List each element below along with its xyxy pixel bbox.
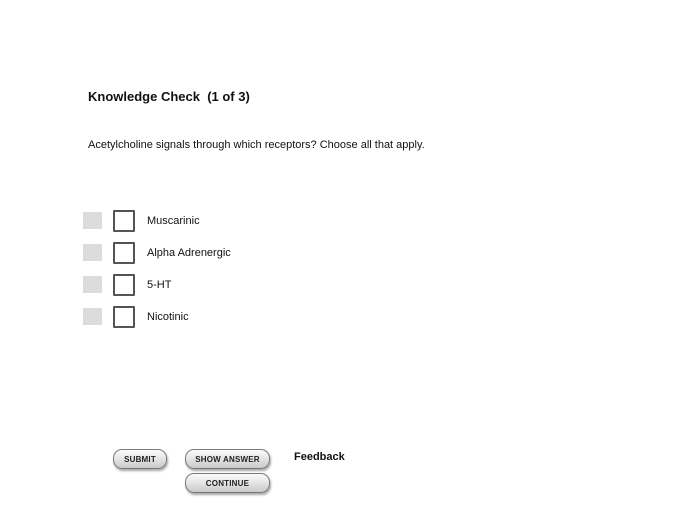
option-label[interactable]: Nicotinic [147,311,189,323]
option-label[interactable]: 5-HT [147,279,172,291]
checkbox-nicotinic[interactable] [113,306,135,328]
answer-status-marker [83,212,102,229]
checkbox-muscarinic[interactable] [113,210,135,232]
answer-status-marker [83,308,102,325]
checkbox-alpha-adrenergic[interactable] [113,242,135,264]
feedback-label: Feedback [294,451,345,463]
option-muscarinic[interactable] [83,210,383,232]
answer-status-marker [83,276,102,293]
continue-button[interactable]: CONTINUE [185,473,270,493]
option-label[interactable]: Muscarinic [147,215,200,227]
option-label[interactable]: Alpha Adrenergic [147,247,231,259]
option-nicotinic[interactable] [83,306,383,328]
answer-status-marker [83,244,102,261]
show-answer-button[interactable]: SHOW ANSWER [185,449,270,469]
option-alpha-adrenergic[interactable] [83,242,383,264]
option-5-ht[interactable] [83,274,383,296]
quiz-title: Knowledge Check (1 of 3) [88,89,250,104]
submit-button[interactable]: SUBMIT [113,449,167,469]
question-text: Acetylcholine signals through which receptors? Choose all that apply. [88,139,425,151]
checkbox-5-ht[interactable] [113,274,135,296]
